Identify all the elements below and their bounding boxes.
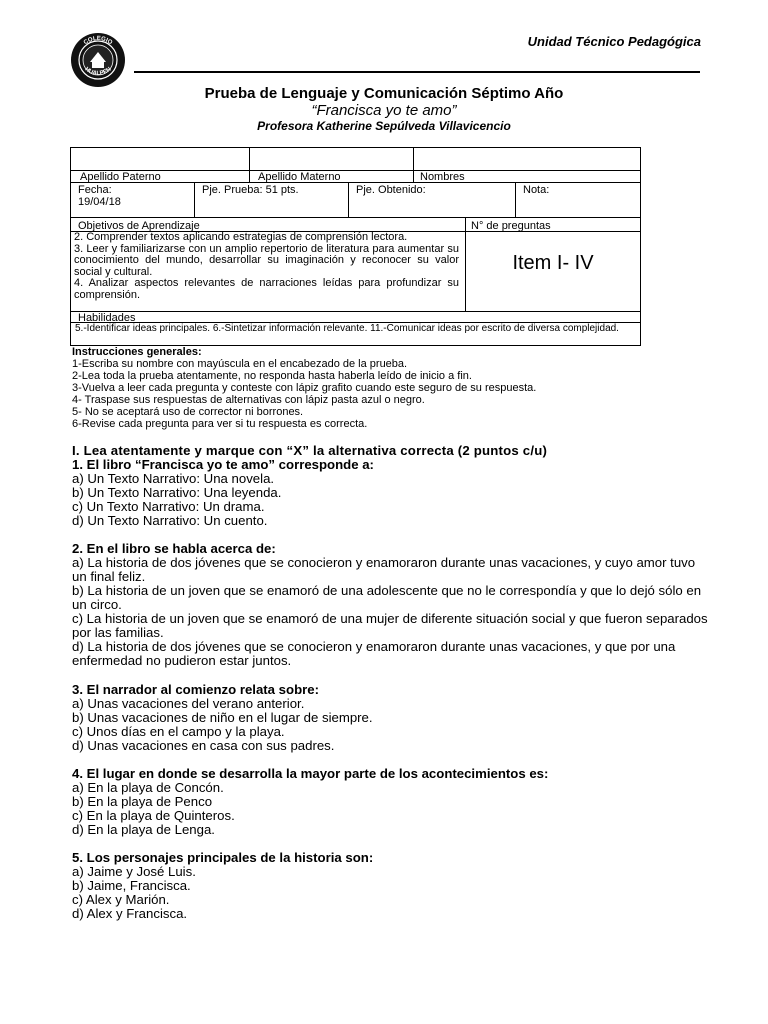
question-1 xyxy=(72,444,712,528)
habilidades-text: 5.-Identificar ideas principales. 6.-Sintetizar información relevante. 11.-Comunicar ideas por escrito de diversa complejidad. xyxy=(75,323,619,334)
apellido-materno-label: Apellido Materno xyxy=(258,171,341,183)
option-a[interactable]: a) En la playa de Concón. xyxy=(72,780,224,795)
instructions xyxy=(72,346,712,430)
instruction-item: 2-Lea toda la prueba atentamente, no responda hasta haberla leído de inicio a fin. xyxy=(72,370,472,382)
question-3 xyxy=(72,683,712,753)
option-d[interactable]: d) Alex y Francisca. xyxy=(72,906,188,921)
objetivo-item: 3. Leer y familiarizarse con un amplio repertorio de literatura para aumentar su conocimiento del mundo, desarrollar su imaginación y reconocer su valor social y cultural. xyxy=(74,242,459,278)
nombres-label: Nombres xyxy=(420,171,465,183)
question-2 xyxy=(72,542,712,668)
question-text: 2. En el libro se habla acerca de: xyxy=(72,541,276,556)
page-title: Prueba de Lenguaje y Comunicación Séptimo Año xyxy=(204,85,564,102)
pje-prueba: Pje. Prueba: 51 pts. xyxy=(202,184,299,196)
option-c[interactable]: c) Alex y Marión. xyxy=(72,892,170,907)
option-b[interactable]: b) Un Texto Narrativo: Una leyenda. xyxy=(72,485,282,500)
instruction-item: 5- No se aceptará uso de corrector ni borrones. xyxy=(72,406,304,418)
instruction-item: 4- Traspase sus respuestas de alternativas con lápiz pasta azul o negro. xyxy=(72,394,425,406)
option-a[interactable]: a) Un Texto Narrativo: Una novela. xyxy=(72,471,275,486)
option-d[interactable]: d) Unas vacaciones en casa con sus padres. xyxy=(72,738,335,753)
instruction-item: 3-Vuelva a leer cada pregunta y conteste con lápiz grafito cuando este seguro de su respuesta. xyxy=(72,382,537,394)
logo-text-top: COLEGIO xyxy=(82,35,114,47)
option-c[interactable]: c) La historia de un joven que se enamoró de una mujer de diferente situación social y que fueron separados por las familias. xyxy=(72,611,708,640)
question-text: 3. El narrador al comienzo relata sobre: xyxy=(72,682,319,697)
logo-text-bottom: HUALPEN xyxy=(83,66,113,77)
option-c[interactable]: c) Unos días en el campo y la playa. xyxy=(72,724,285,739)
objetivo-item: 2. Comprender textos aplicando estrategias de comprensión lectora. xyxy=(74,231,408,243)
option-a[interactable]: a) Jaime y José Luis. xyxy=(72,864,196,879)
option-b[interactable]: b) En la playa de Penco xyxy=(72,794,213,809)
instruction-item: 1-Escriba su nombre con mayúscula en el encabezado de la prueba. xyxy=(72,358,408,370)
item-label: Item I- IV xyxy=(512,252,594,274)
teacher-name: Profesora Katherine Sepúlveda Villavicencio xyxy=(257,119,511,133)
question-text: 5. Los personajes principales de la historia son: xyxy=(72,850,374,865)
question-text: 1. El libro “Francisca yo te amo” corresponde a: xyxy=(72,457,374,472)
n-preguntas-label: N° de preguntas xyxy=(471,220,551,232)
option-b[interactable]: b) Jaime, Francisca. xyxy=(72,878,191,893)
fecha-value: 19/04/18 xyxy=(78,196,121,208)
header-rule xyxy=(134,71,700,73)
option-a[interactable]: a) Unas vacaciones del verano anterior. xyxy=(72,696,305,711)
option-b[interactable]: b) Unas vacaciones de niño en el lugar de siempre. xyxy=(72,710,373,725)
fecha-label: Fecha: xyxy=(78,184,112,196)
section-heading: I. Lea atentamente y marque con “X” la alternativa correcta (2 puntos c/u) xyxy=(72,443,548,458)
objetivos-label: Objetivos de Aprendizaje xyxy=(78,220,200,232)
question-5 xyxy=(72,851,712,921)
unit-label: Unidad Técnico Pedagógica xyxy=(527,34,701,49)
school-logo xyxy=(70,32,126,88)
question-4 xyxy=(72,767,712,837)
option-d[interactable]: d) Un Texto Narrativo: Un cuento. xyxy=(72,513,268,528)
book-subtitle: “Francisca yo te amo” xyxy=(311,102,457,119)
option-c[interactable]: c) Un Texto Narrativo: Un drama. xyxy=(72,499,265,514)
option-d[interactable]: d) La historia de dos jóvenes que se conocieron y enamoraron durante unas vacaciones, y que por una enfermedad no pudieron estar juntos. xyxy=(72,639,676,668)
objetivos-list xyxy=(74,232,459,302)
option-b[interactable]: b) La historia de un joven que se enamoró de una adolescente que no le correspondía y que lo dejó sólo en un circo. xyxy=(72,583,702,612)
option-c[interactable]: c) En la playa de Quinteros. xyxy=(72,808,235,823)
nota-label: Nota: xyxy=(523,184,550,196)
option-d[interactable]: d) En la playa de Lenga. xyxy=(72,822,215,837)
instruction-item: 6-Revise cada pregunta para ver si tu respuesta es correcta. xyxy=(72,418,368,430)
pje-obtenido: Pje. Obtenido: xyxy=(356,184,426,196)
objetivo-item: 4. Analizar aspectos relevantes de narraciones leídas para profundizar su comprensión. xyxy=(74,277,459,301)
instructions-heading: Instrucciones generales: xyxy=(72,346,202,358)
question-text: 4. El lugar en donde se desarrolla la mayor parte de los acontecimientos es: xyxy=(72,766,549,781)
apellido-paterno-label: Apellido Paterno xyxy=(80,171,161,183)
option-a[interactable]: a) La historia de dos jóvenes que se conocieron y enamoraron durante unas vacaciones, y cuyo amor tuvo un final feliz. xyxy=(72,555,696,584)
habilidades-label: Habilidades xyxy=(78,312,136,324)
